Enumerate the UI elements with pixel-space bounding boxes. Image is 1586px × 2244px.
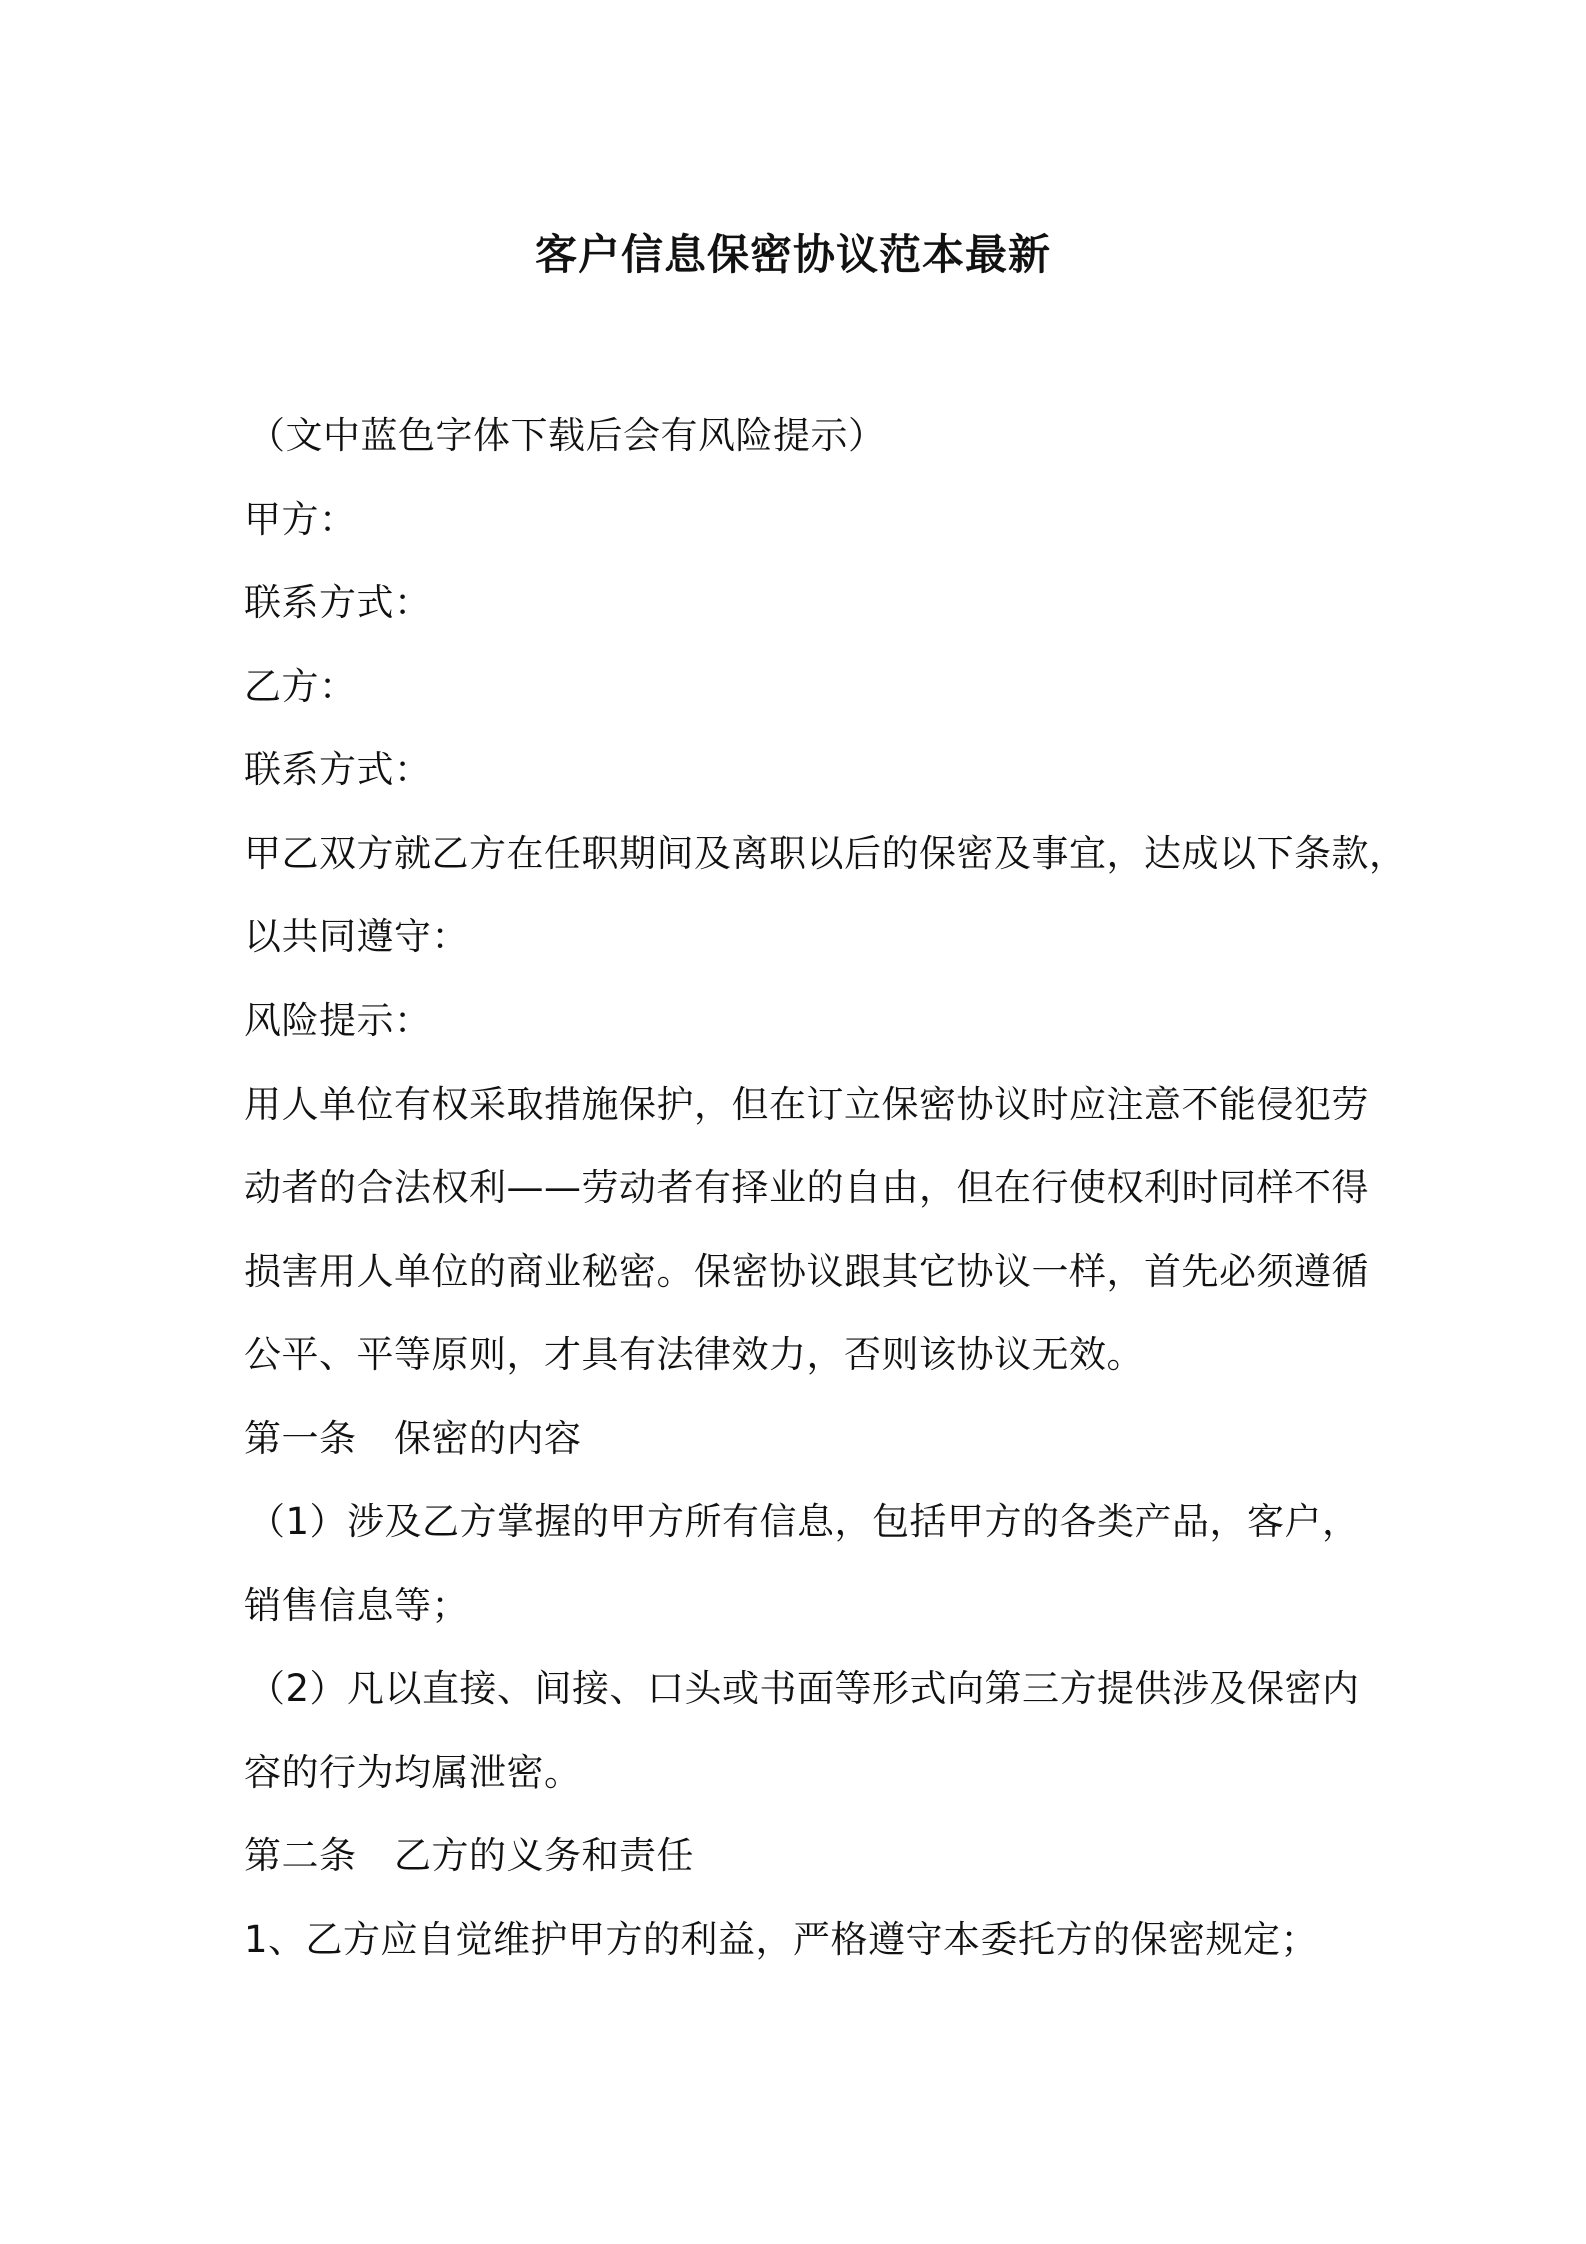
risk-text-line-4: 公平、平等原则，才具有法律效力，否则该协议无效。	[244, 1333, 1144, 1376]
document-title: 客户信息保密协议范本最新	[534, 230, 1051, 279]
risk-text-line-1: 用人单位有权采取措施保护，但在订立保密协议时应注意不能侵犯劳	[244, 1083, 1369, 1126]
risk-text-line-3: 损害用人单位的商业秘密。保密协议跟其它协议一样，首先必须遵循	[244, 1250, 1369, 1293]
party-a-contact-label: 联系方式：	[244, 581, 432, 624]
blue-font-note: （文中蓝色字体下载后会有风险提示）	[248, 414, 886, 457]
article-2-heading: 第二条 乙方的义务和责任	[244, 1834, 694, 1877]
article-1-item-1-line-2: 销售信息等；	[244, 1584, 469, 1627]
article-2-item-1: 1、乙方应自觉维护甲方的利益，严格遵守本委托方的保密规定；	[244, 1918, 1319, 1961]
risk-heading: 风险提示：	[244, 999, 432, 1042]
party-b-contact-label: 联系方式：	[244, 748, 432, 791]
article-1-item-2-line-2: 容的行为均属泄密。	[244, 1751, 582, 1794]
article-1-item-2-line-1: （2）凡以直接、间接、口头或书面等形式向第三方提供涉及保密内	[248, 1667, 1360, 1710]
article-1-heading: 第一条 保密的内容	[244, 1417, 582, 1460]
preamble-line-2: 以共同遵守：	[244, 915, 469, 958]
party-a-label: 甲方：	[244, 498, 357, 541]
risk-text-line-2: 动者的合法权利——劳动者有择业的自由，但在行使权利时同样不得	[244, 1166, 1369, 1209]
article-1-item-1-line-1: （1）涉及乙方掌握的甲方所有信息，包括甲方的各类产品，客户，	[248, 1500, 1360, 1543]
preamble-line-1: 甲乙双方就乙方在任职期间及离职以后的保密及事宜，达成以下条款，	[244, 832, 1407, 875]
party-b-label: 乙方：	[244, 665, 357, 708]
